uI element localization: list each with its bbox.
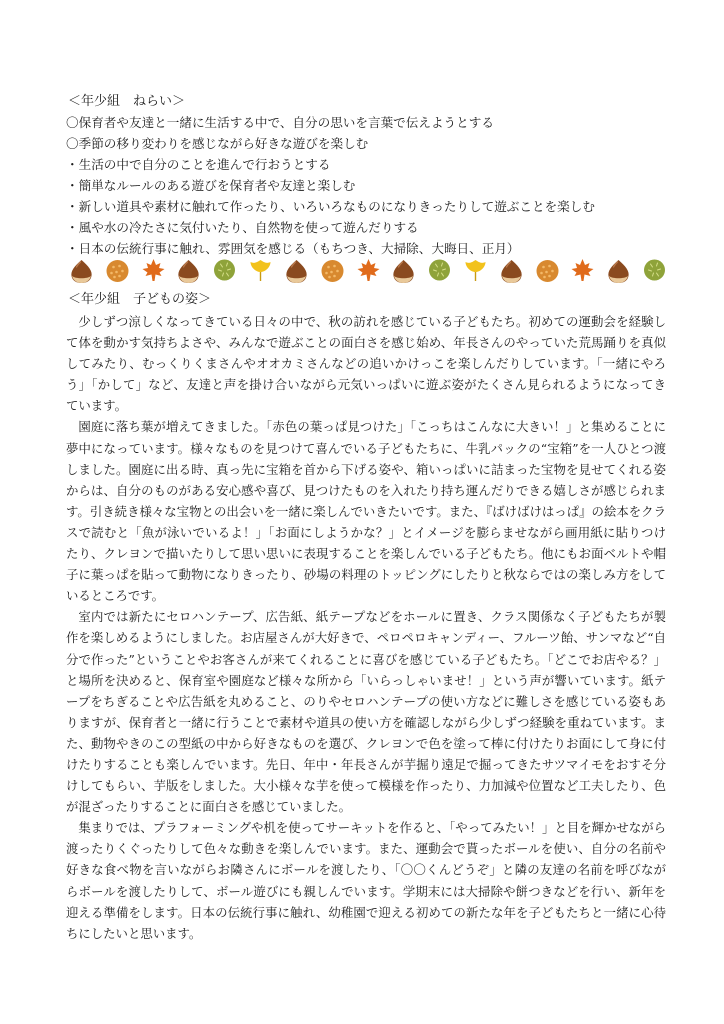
chestnut-icon bbox=[498, 257, 525, 284]
aim-item: ・新しい道具や素材に触れて作ったり、いろいろなものになりきったりして遊ぶことを楽しむ bbox=[66, 199, 595, 214]
persimmon-icon bbox=[534, 257, 561, 284]
aims-heading: ＜年少組 ねらい＞ bbox=[68, 94, 186, 109]
chestnut-icon bbox=[605, 257, 632, 284]
aim-item: ・風や水の冷たさに気付いたり、自然物を使って遊んだりする bbox=[66, 220, 419, 235]
maple-leaf-icon bbox=[355, 257, 382, 284]
chestnut-icon bbox=[68, 257, 95, 284]
maple-leaf-icon bbox=[140, 257, 167, 284]
aim-item: 〇季節の移り変わりを感じながら好きな遊びを楽しむ bbox=[66, 136, 369, 151]
autumn-decoration-border bbox=[68, 255, 668, 285]
chestnut-icon bbox=[390, 257, 417, 284]
chestnut-burr-icon bbox=[426, 257, 453, 284]
aim-item: ・生活の中で自分のことを進んで行おうとする bbox=[66, 157, 331, 172]
chestnut-icon bbox=[175, 257, 202, 284]
aims-list bbox=[66, 112, 686, 259]
chestnut-burr-icon bbox=[211, 257, 238, 284]
chestnut-icon bbox=[283, 257, 310, 284]
persimmon-icon bbox=[104, 257, 131, 284]
body-paragraph: 園庭に落ち葉が増えてきました。「赤色の葉っぱ見つけた」「こっちはこんなに大きい！」と集めることに夢中になっています。様々なものを見つけて喜んでいる子どもたちに、牛乳パックの“宝箱”を一人ひとつ渡しました。園庭に出る時、真っ先に宝箱を首から下げる姿や、箱いっぱいに詰まった宝物を見せてくれる姿からは、自分のものがある安心感や喜び、見つけたものを入れたり持ち運んだりできる嬉しさが感じられます。引き続き様々な宝物との出会いを一緒に楽しんでいきたいです。また、『ばけばけはっぱ』の絵本をクラスで読むと「魚が泳いでいるよ！」「お面にしようかな？」とイメージを膨らませながら画用紙に貼りつけたり、クレヨンで描いたりして思い思いに表現することを楽しんでいる子どもたち。他にもお面ベルトや帽子に葉っぱを貼って動物になりきったり、砂場の料理のトッピングにしたりと秋ならではの楽しみ方をしているところです。 bbox=[66, 419, 666, 604]
maple-leaf-icon bbox=[569, 257, 596, 284]
chestnut-burr-icon bbox=[641, 257, 668, 284]
aim-item: ・簡単なルールのある遊びを保育者や友達と楽しむ bbox=[66, 178, 356, 193]
aim-item: ・日本の伝統行事に触れ、雰囲気を感じる（もちつき、大掃除、大晦日、正月） bbox=[66, 241, 520, 256]
body-paragraph: 集まりでは、プラフォーミングや机を使ってサーキットを作ると、「やってみたい！」と目を輝かせながら渡ったりくぐったりして色々な動きを楽しんでいます。また、運動会で貰ったボールを使い、自分の名前や好きな食べ物を言いながらお隣さんにボールを渡したり、「〇〇くんどうぞ」と隣の友達の名前を呼びながらボールを渡したりして、ボール遊びにも親しんでいます。学期末には大掃除や餅つきなどを行い、新年を迎える準備をします。日本の伝統行事に触れ、幼稚園で迎える初めての新たな年を子どもたちと一緒に心待ちにしたいと思います。 bbox=[66, 820, 666, 941]
persimmon-icon bbox=[319, 257, 346, 284]
ginkgo-leaf-icon bbox=[247, 257, 274, 284]
aim-item: 〇保育者や友達と一緒に生活する中で、自分の思いを言葉で伝えようとする bbox=[66, 115, 494, 130]
body-paragraph: 少しずつ涼しくなってきている日々の中で、秋の訪れを感じている子どもたち。初めての運動会を経験して体を動かす気持ちよさや、みんなで遊ぶことの面白さを感じ始め、年長さんのやっていた荒馬踊りを真似してみたり、むっくりくまさんやオオカミさんなどの追いかけっこを楽しんだりしています。「一緒にやろう」「かして」など、友達と声を掛け合いながら元気いっぱいに遊ぶ姿がたくさん見られるようになってきています。 bbox=[66, 314, 666, 414]
body-paragraph: 室内では新たにセロハンテープ、広告紙、紙テープなどをホールに置き、クラス関係なく子どもたちが製作を楽しめるようにしました。お店屋さんが大好きで、ペロペロキャンディー、フルーツ飴、サンマなど“自分で作った”ということやお客さんが来てくれることに喜びを感じている子どもたち。「どこでお店やる？」と場所を決めると、保育室や園庭など様々な所から「いらっしゃいませ！」という声が響いています。紙テープをちぎることや広告紙を丸めること、のりやセロハンテープの使い方などに難しさを感じている姿もありますが、保育者と一緒に行うことで素材や道具の使い方を確認しながら少しずつ経験を重ねています。また、動物やきのこの型紙の中から好きなものを選び、クレヨンで色を塗って棒に付けたりお面にして身に付けたりすることも楽しんでいます。先日、年中・年長さんが芋掘り遠足で掘ってきたサツマイモをおすそ分けしてもらい、芋版をしました。大小様々な芋を使って模様を作ったり、力加減や位置など工夫したり、色が混ざったりすることに面白さを感じていました。 bbox=[66, 609, 666, 815]
children-body bbox=[66, 311, 666, 944]
children-heading: ＜年少組 子どもの姿＞ bbox=[68, 292, 212, 307]
ginkgo-leaf-icon bbox=[462, 257, 489, 284]
